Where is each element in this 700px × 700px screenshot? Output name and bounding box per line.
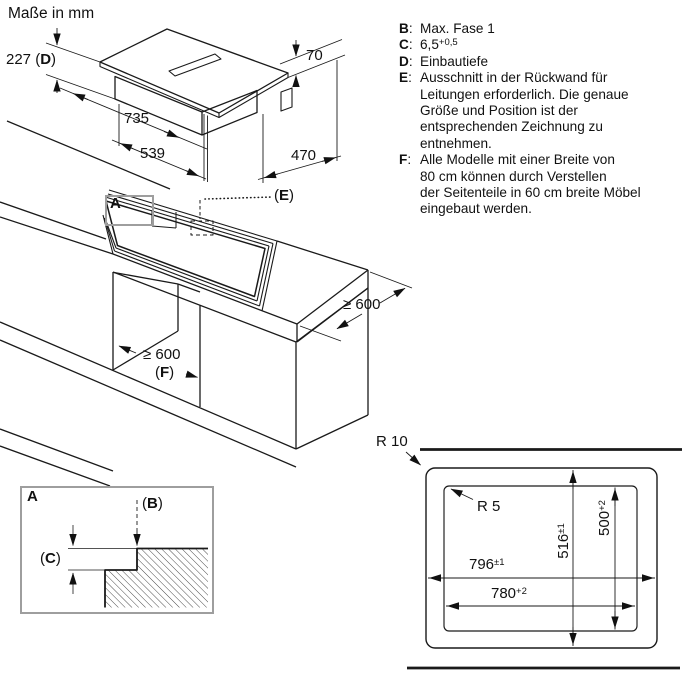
label-f: (F) [155,364,175,381]
legend-row: E: Ausschnitt in der Rückwand für [399,70,608,86]
dim-label-735: 735 [124,110,150,127]
dim-label-227-d: 227 (D) [6,51,57,68]
page-title: Maße in mm [8,5,95,22]
legend-row: Leitungen erforderlich. Die genaue [420,86,629,102]
dim-label-niche-600: ≥ 600 [143,346,181,363]
label-r10: R 10 [376,433,408,450]
legend-row: entsprechenden Zeichnung zu [420,119,603,135]
legend-row: Größe und Position ist der [420,103,578,119]
detail-callout-a-label: A [110,195,121,212]
legend-row: eingebaut werden. [420,201,532,217]
dim-label-70: 70 [306,47,323,64]
label-b: (B) [142,495,163,512]
legend-row: entnehmen. [420,135,492,151]
legend-row: D: Einbautiefe [399,53,489,69]
dim-label-539: 539 [140,145,166,162]
legend-row: B: Max. Fase 1 [399,21,495,36]
label-r5: R 5 [477,498,501,515]
detail-a-label: A [27,488,38,505]
dim-label-470: 470 [291,147,317,164]
dim-label-500: $500^{+2}$ [595,500,613,536]
dim-label-780: $780^{+2}$ [491,585,527,602]
label-c: (C) [40,550,61,567]
dim-label-796: $796^{\pm 1}$ [469,556,505,573]
legend-row: C: $6,5^{+0,5}$ [399,37,458,53]
label-e: (E) [274,187,295,204]
legend-row: F: Alle Modelle mit einer Breite von [399,152,615,168]
dim-label-516: $516^{\pm 1}$ [554,523,572,559]
legend-row: 80 cm können durch Verstellen [420,168,607,184]
dim-label-depth-600: ≥ 600 [343,296,381,313]
legend-row: der Seitenteile in 60 cm breite Möbel [420,185,641,201]
